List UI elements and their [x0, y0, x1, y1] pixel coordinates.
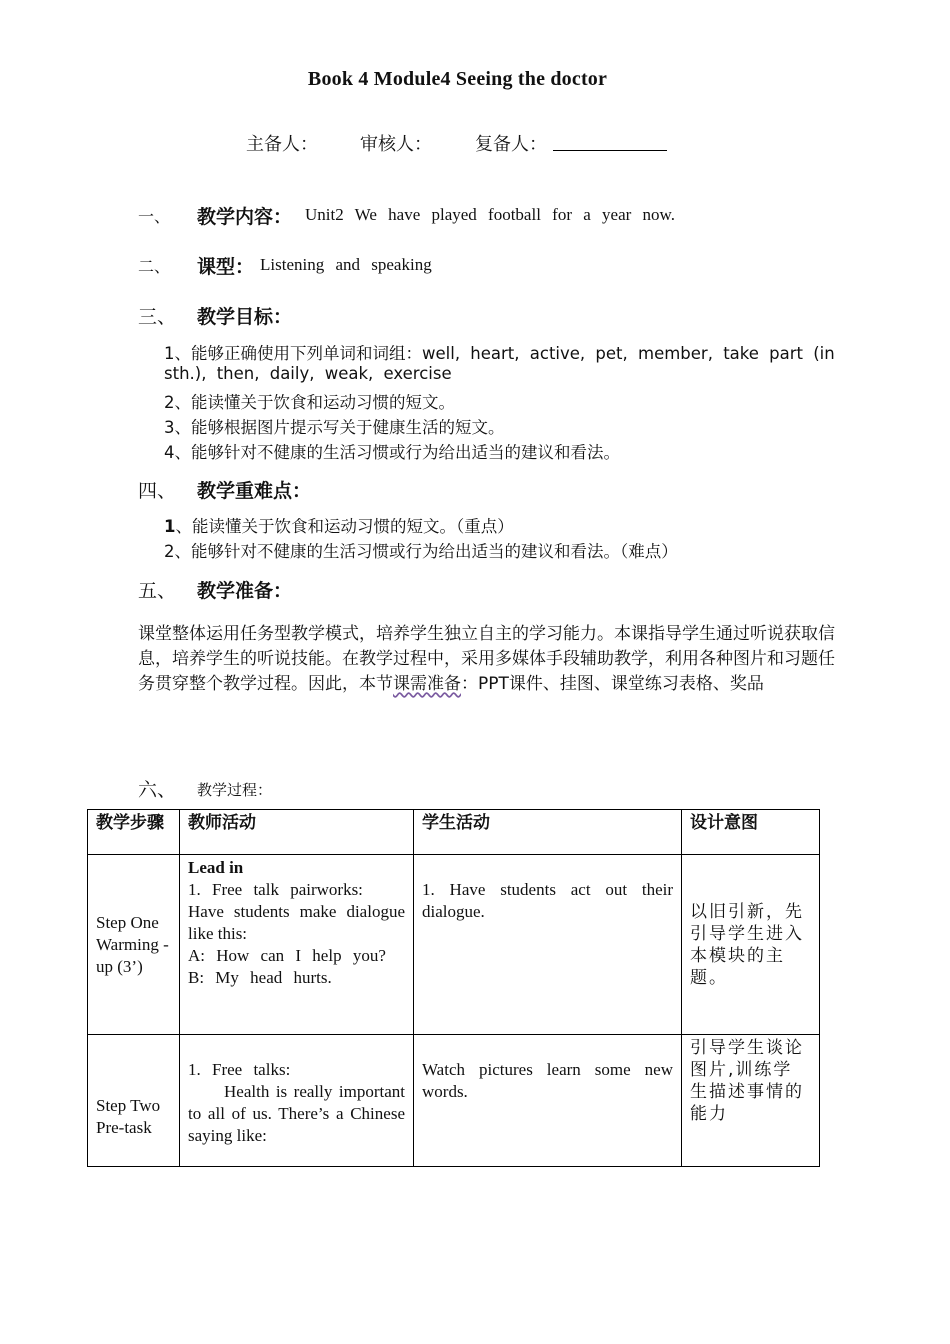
- preparation-paragraph: [138, 622, 848, 697]
- step-one-teacher-desc: Have students make dialogue like this:: [188, 902, 405, 943]
- header-teacher-activity: 教师活动: [180, 810, 414, 855]
- step-two-teacher-cell: [180, 1035, 414, 1167]
- header-student-activity: 学生活动: [414, 810, 682, 855]
- lead-in-label: Lead in: [188, 858, 244, 877]
- section-5-heading: 教学准备：: [197, 580, 293, 602]
- key-point-2: 2、能够针对不健康的生活习惯或行为给出适当的建议和看法。（难点）: [164, 542, 678, 561]
- preparation-text-after: ：PPT课件、挂图、课堂练习表格、奖品: [461, 674, 764, 694]
- step-two-teacher-item: 1. Free talks:: [188, 1060, 291, 1079]
- section-1-content: Unit2 We have played football for a year now.: [305, 205, 675, 224]
- objective-4: 4、能够针对不健康的生活习惯或行为给出适当的建议和看法。: [164, 443, 620, 462]
- key-point-1-text: 、能读懂关于饮食和运动习惯的短文。（重点）: [175, 517, 514, 536]
- objective-1a: 1、能够正确使用下列单词和词组：well, heart, active, pet, member, take part (in: [164, 344, 835, 363]
- section-3-heading: 教学目标：: [197, 306, 293, 328]
- section-1-number: 一、: [138, 207, 171, 226]
- document-title: Book 4 Module4 Seeing the doctor: [307, 68, 608, 90]
- section-4-number: 四、: [138, 480, 177, 502]
- objective-2: 2、能读懂关于饮食和运动习惯的短文。: [164, 393, 455, 412]
- key-point-1: [164, 513, 514, 537]
- teaching-process-table: [87, 809, 820, 1167]
- header-design-intent: 设计意图: [682, 810, 820, 855]
- step-one-intent-cell: [682, 855, 820, 1035]
- step-one-cell: Step One Warming -up (3’): [88, 855, 180, 1035]
- section-2-heading: 课型：: [197, 256, 255, 278]
- step-one-teacher-item: 1. Free talk pairworks:: [188, 880, 363, 899]
- preparation-text-before: 课堂整体运用任务型教学模式，培养学生独立自主的学习能力。本课指导学生通过听说获取信息，培养学生的听说技能。在教学过程中，采用多媒体手段辅助教学，利用各种图片和习题任务贯穿整个教学过程。因此，本节: [138, 624, 835, 694]
- section-2-content: Listening and speaking: [260, 255, 432, 274]
- objective-3: 3、能够根据图片提示写关于健康生活的短文。: [164, 418, 505, 437]
- section-6-number: 六、: [138, 779, 177, 801]
- step-two-student-cell: [414, 1035, 682, 1167]
- table-row: [88, 855, 820, 1035]
- step-one-student-cell: [414, 855, 682, 1035]
- co-preparer-label: 复备人：: [475, 134, 547, 155]
- section-2-number: 二、: [138, 257, 171, 276]
- step-two-intent-text: 引导学生谈论图片,训练学生描述事情的能力: [690, 1038, 804, 1124]
- step-one-student-text: 1. Have students act out their dialogue.: [422, 880, 673, 921]
- dialogue-line-b: B: My head hurts.: [188, 968, 332, 987]
- step-two-student-text: Watch pictures learn some new words.: [422, 1060, 673, 1101]
- reviewer-label: 审核人：: [360, 134, 432, 155]
- preparation-wavy-text: 课需准备: [393, 674, 461, 694]
- header-step: 教学步骤: [88, 810, 180, 855]
- section-6-heading: 教学过程：: [197, 781, 273, 799]
- step-two-teacher-desc: Health is really important to all of us. There’s a Chinese saying like:: [188, 1082, 405, 1145]
- step-one-teacher-cell: [180, 855, 414, 1035]
- step-two-cell: Step Two Pre-task: [88, 1035, 180, 1167]
- key-point-1-number: 1: [164, 517, 176, 536]
- section-5-number: 五、: [138, 580, 177, 602]
- dialogue-line-a: A: How can I help you?: [188, 946, 386, 965]
- step-two-intent-cell: [682, 1035, 820, 1167]
- section-3-number: 三、: [138, 306, 177, 328]
- objective-1b: sth.), then, daily, weak, exercise: [164, 364, 452, 383]
- section-4-heading: 教学重难点：: [197, 480, 312, 502]
- table-header-row: [88, 810, 820, 855]
- section-1-heading: 教学内容：: [197, 206, 293, 228]
- table-row: [88, 1035, 820, 1167]
- preparer-label: 主备人：: [246, 134, 318, 155]
- signature-blank-line: [553, 150, 667, 151]
- step-one-intent-text: 以旧引新，先引导学生进入本模块的主题。: [690, 901, 804, 988]
